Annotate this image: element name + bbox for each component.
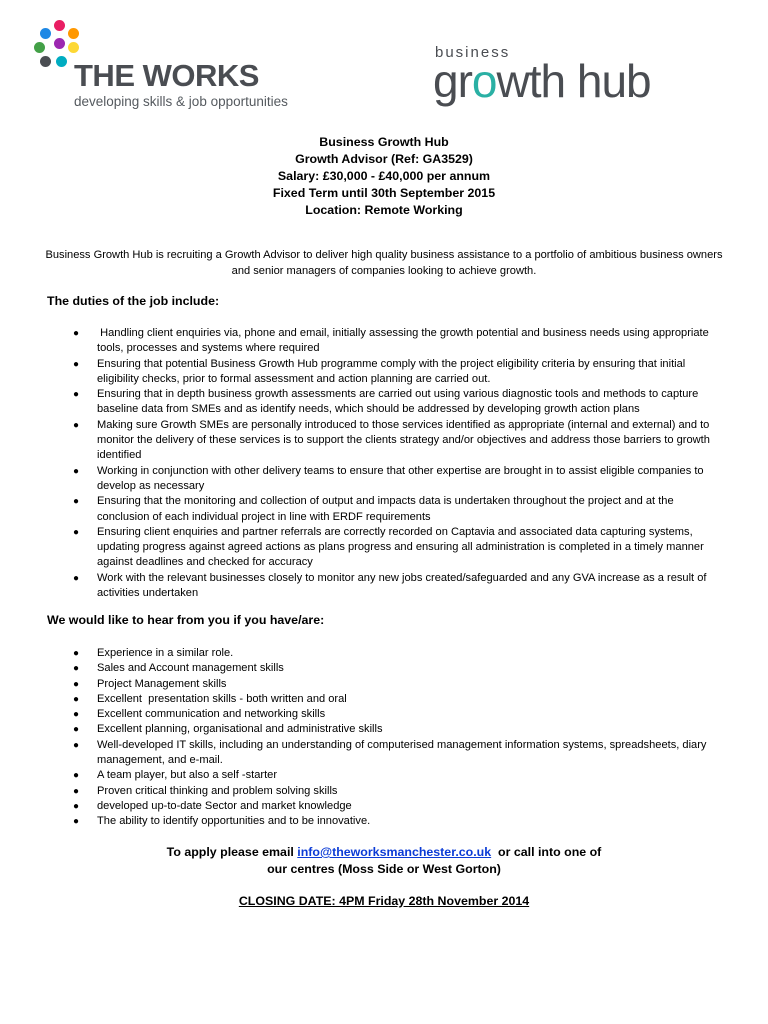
list-item <box>0 707 768 722</box>
apply-email-link[interactable]: info@theworksmanchester.co.uk <box>297 845 492 859</box>
list-item <box>0 768 768 783</box>
list-item <box>0 677 768 692</box>
bullet-icon: ● <box>73 358 80 370</box>
bullet-icon: ● <box>73 526 80 538</box>
duties-list <box>0 326 768 601</box>
requirements-list <box>0 646 768 830</box>
bullet-icon: ● <box>73 816 80 828</box>
list-item-text: developed up-to-date Sector and market knowledge <box>97 799 352 812</box>
list-item <box>0 738 768 769</box>
list-item-text: Sales and Account management skills <box>97 662 284 675</box>
apply-line-1 <box>0 844 768 861</box>
duties-title: The duties of the job include: <box>47 294 220 308</box>
list-item <box>0 357 768 388</box>
list-item <box>0 784 768 799</box>
bullet-icon: ● <box>73 389 80 401</box>
apply-line-2: our centres (Moss Side or West Gorton) <box>267 862 501 876</box>
list-item-text: Making sure Growth SMEs are personally introduced to those services identified as appropriate (internal and external) and to monitor the delivery of these services is to support the clients strategy and/or objectives and address those barriers to growth identified <box>97 418 714 462</box>
list-item <box>0 814 768 829</box>
bullet-icon: ● <box>73 800 80 812</box>
hub-logo-business: business <box>435 44 511 61</box>
list-item-text: Project Management skills <box>97 677 227 690</box>
bullet-icon: ● <box>73 709 80 721</box>
heading-organisation: Business Growth Hub <box>319 135 449 149</box>
list-item <box>0 494 768 525</box>
intro-paragraph: Business Growth Hub is recruiting a Growth Advisor to deliver high quality business assistance to a portfolio of ambitious business owners and senior managers of companies looking to achieve growth. <box>45 249 723 277</box>
bullet-icon: ● <box>73 496 80 508</box>
apply-instructions <box>0 844 768 878</box>
logo-dot <box>56 56 67 67</box>
logo-dot <box>54 20 65 31</box>
list-item-text: Ensuring that in depth business growth assessments are carried out using various diagnostic tools and methods to capture baseline data from SMEs and as identify needs, which should be addressed by developing growth action plans <box>97 388 702 416</box>
logo-dot <box>40 56 51 67</box>
bullet-icon: ● <box>73 648 80 659</box>
list-item <box>0 464 768 495</box>
list-item-text: A team player, but also a self -starter <box>97 769 278 782</box>
list-item <box>0 661 768 676</box>
list-item <box>0 646 768 661</box>
hub-logo-part: wth hub <box>496 55 651 107</box>
list-item <box>0 387 768 418</box>
list-item-text: Excellent planning, organisational and administrative skills <box>97 723 383 736</box>
business-growth-hub-logo <box>433 44 723 114</box>
logo-dot <box>68 42 79 53</box>
heading-salary: Salary: £30,000 - £40,000 per annum <box>277 169 491 183</box>
the-works-logo <box>34 20 304 115</box>
list-item-text: Working in conjunction with other delivery teams to ensure that other expertise are brought in to assist eligible companies to develop as necessary <box>97 464 707 492</box>
list-item <box>0 799 768 814</box>
bullet-icon: ● <box>73 419 80 431</box>
the-works-title: THE WORKS <box>74 58 259 93</box>
bullet-icon: ● <box>73 724 80 736</box>
list-item <box>0 722 768 737</box>
hub-logo-growth-hub <box>433 55 651 107</box>
bullet-icon: ● <box>73 739 80 751</box>
list-item-text: Handling client enquiries via, phone and email, initially assessing the growth potential and business needs using appropriate tools, processes and systems where required <box>97 327 712 355</box>
hub-logo-accent-o: o <box>471 55 497 107</box>
logo-dot <box>54 38 65 49</box>
list-item <box>0 571 768 602</box>
the-works-tagline: developing skills & job opportunities <box>74 94 288 109</box>
hub-logo-part: gr <box>433 55 472 107</box>
bullet-icon: ● <box>73 663 80 675</box>
logo-dot <box>40 28 51 39</box>
bullet-icon: ● <box>73 465 80 477</box>
job-heading <box>0 134 768 219</box>
list-item-text: Ensuring that the monitoring and collection of output and impacts data is undertaken throughout the project and at the conclusion of each individual project in line with ERDF requirements <box>97 495 677 523</box>
bullet-icon: ● <box>73 678 80 690</box>
bullet-icon: ● <box>73 785 80 797</box>
list-item-text: Excellent presentation skills - both written and oral <box>97 692 347 705</box>
bullet-icon: ● <box>73 770 80 782</box>
list-item-text: Work with the relevant businesses closely to monitor any new jobs created/safeguarded and any GVA increase as a result of activities undertaken <box>97 571 710 600</box>
list-item-text: Proven critical thinking and problem solving skills <box>97 784 338 797</box>
apply-suffix: or call into one of <box>491 845 602 859</box>
list-item-text: Well-developed IT skills, including an understanding of computerised management information systems, spreadsheets, diary management, and e-mail. <box>97 738 710 767</box>
closing-date: CLOSING DATE: 4PM Friday 28th November 2014 <box>238 894 530 908</box>
heading-role: Growth Advisor (Ref: GA3529) <box>295 152 473 166</box>
heading-term: Fixed Term until 30th September 2015 <box>272 186 496 200</box>
list-item-text: Excellent communication and networking skills <box>97 708 326 721</box>
bullet-icon: ● <box>73 572 80 584</box>
requirements-title: We would like to hear from you if you have/are: <box>47 613 325 627</box>
list-item-text: Experience in a similar role. <box>97 647 234 659</box>
list-item <box>0 692 768 707</box>
list-item-text: The ability to identify opportunities and to be innovative. <box>97 815 371 828</box>
list-item-text: Ensuring that potential Business Growth Hub programme comply with the project eligibility criteria by ensuring that initial eligibility checks, prior to formal assessment and action planning are carried out. <box>97 357 689 385</box>
list-item <box>0 326 768 357</box>
heading-location: Location: Remote Working <box>305 203 463 217</box>
list-item <box>0 418 768 464</box>
bullet-icon: ● <box>73 328 80 339</box>
apply-prefix: To apply please email <box>166 845 298 859</box>
bullet-icon: ● <box>73 693 80 705</box>
list-item-text: Ensuring client enquiries and partner referrals are correctly recorded on Captavia and associated data capturing systems, updating progress against agreed actions as plans progress and ensuring all administration is completed in a timely manner against deadlines and checked for accuracy <box>97 525 707 569</box>
logo-dot <box>34 42 45 53</box>
logo-dot <box>68 28 79 39</box>
list-item <box>0 525 768 571</box>
